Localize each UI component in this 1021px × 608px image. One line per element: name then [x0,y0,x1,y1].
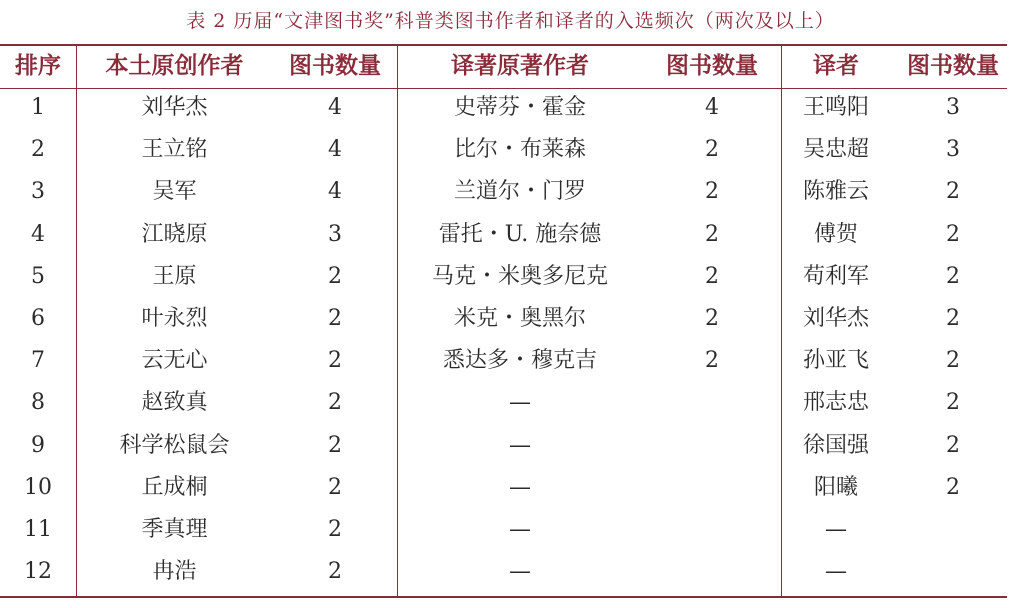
row-9-translator-count: 2 [946,432,960,458]
row-7-rank: 7 [31,348,45,374]
row-7-translator-count: 2 [946,348,960,374]
header-translated-count: 图书数量 [666,53,758,79]
row-1-translator-count: 3 [946,95,960,120]
row-8-local-author: 赵致真 [141,390,208,416]
row-10-translator-count: 2 [946,474,960,500]
row-3-translated-author: 兰道尔・门罗 [453,179,586,205]
row-12-translator: — [825,559,847,585]
row-3-translator-count: 2 [946,179,960,205]
row-8-rank: 8 [31,390,45,416]
row-11-rank: 11 [24,517,52,542]
row-4-translator-count: 2 [946,221,960,247]
row-6-local-author: 叶永烈 [141,306,208,331]
row-3-translated-count: 2 [705,179,719,205]
row-11-local-author: 季真理 [141,517,208,542]
row-9-local-count: 2 [328,432,342,458]
row-2-rank: 2 [31,137,45,163]
header-rank: 排序 [15,53,61,79]
row-11-translator-count [891,509,1015,551]
row-11-translator: — [825,517,847,542]
row-5-translated-count: 2 [705,263,719,289]
row-2-translated-count: 2 [705,137,719,163]
row-3-local-author: 吴军 [152,179,197,205]
row-8-translated-count [643,382,781,424]
table-caption: 表 2 历届“文津图书奖”科普类图书作者和译者的入选频次（两次及以上） [186,10,835,32]
header-local-author: 本土原创作者 [105,53,244,79]
row-9-local-author: 科学松鼠会 [119,432,230,458]
header-local-count: 图书数量 [289,53,381,79]
row-9-translator: 徐国强 [802,432,869,458]
row-7-translated-author: 悉达多・穆克吉 [442,348,597,374]
row-5-translated-author: 马克・米奥多尼克 [431,263,608,289]
row-6-local-count: 2 [328,306,342,331]
row-9-translated-author: — [509,432,531,458]
row-1-translator: 王鸣阳 [802,95,869,120]
row-5-local-author: 王原 [152,263,197,289]
row-5-local-count: 2 [328,263,342,289]
row-11-local-count: 2 [328,517,342,542]
row-2-local-author: 王立铭 [141,137,208,163]
row-10-local-author: 丘成桐 [141,474,208,500]
row-1-local-count: 4 [328,95,342,120]
row-9-rank: 9 [31,432,45,458]
row-10-translator: 阳曦 [813,474,858,500]
row-3-rank: 3 [31,179,45,205]
row-11-translated-author: — [509,517,531,542]
row-12-translated-author: — [509,559,531,585]
row-1-rank: 1 [31,95,45,120]
row-10-translated-author: — [509,474,531,500]
row-7-translator: 孙亚飞 [802,348,869,374]
row-8-local-count: 2 [328,390,342,416]
row-2-translator-count: 3 [946,137,960,163]
row-5-translator: 苟利军 [802,263,869,289]
row-6-translated-count: 2 [705,306,719,331]
row-5-translator-count: 2 [946,263,960,289]
row-7-local-count: 2 [328,348,342,374]
row-11-translated-count [643,509,781,551]
row-2-translated-author: 比尔・布莱森 [453,137,586,163]
row-10-rank: 10 [24,474,52,500]
row-3-local-count: 4 [328,179,342,205]
row-8-translator: 邢志忠 [802,390,869,416]
row-4-local-author: 江晓原 [141,221,208,247]
row-12-rank: 12 [24,559,52,585]
row-6-rank: 6 [31,306,45,331]
row-6-translator-count: 2 [946,306,960,331]
row-1-translated-count: 4 [705,95,719,120]
row-12-local-author: 冉浩 [152,559,197,585]
row-2-translator: 吴忠超 [802,137,869,163]
row-6-translator: 刘华杰 [802,306,869,331]
row-2-local-count: 4 [328,137,342,163]
row-1-translated-author: 史蒂芬・霍金 [453,95,586,120]
row-8-translator-count: 2 [946,390,960,416]
header-translated-author: 译著原著作者 [451,53,589,79]
row-12-translated-count [643,551,781,593]
table-bottom-rule [0,596,1007,598]
row-3-translator: 陈雅云 [802,179,869,205]
row-10-translated-count [643,467,781,509]
row-1-local-author: 刘华杰 [141,95,208,120]
row-9-translated-count [643,425,781,467]
row-5-rank: 5 [31,263,45,289]
header-translator-count: 图书数量 [907,53,999,79]
row-8-translated-author: — [509,390,531,416]
row-4-translator: 傅贺 [813,221,858,247]
row-4-local-count: 3 [328,221,342,247]
row-4-translated-count: 2 [705,221,719,247]
row-12-translator-count [891,551,1015,593]
row-7-local-author: 云无心 [141,348,208,374]
row-6-translated-author: 米克・奥黑尔 [453,306,586,331]
header-translator: 译者 [813,53,859,79]
row-4-rank: 4 [31,221,45,247]
row-12-local-count: 2 [328,559,342,585]
row-10-local-count: 2 [328,474,342,500]
row-4-translated-author: 雷托・U. 施奈德 [438,221,602,247]
row-7-translated-count: 2 [705,348,719,374]
